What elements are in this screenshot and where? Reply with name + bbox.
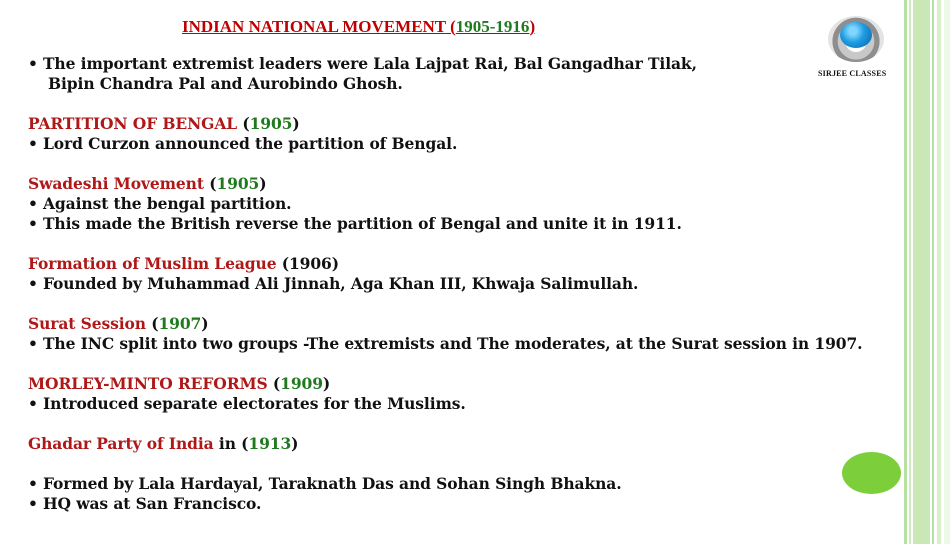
logo-text: SIRJEE CLASSES bbox=[818, 69, 887, 78]
section-heading-swadeshi: Swadeshi Movement (1905) bbox=[28, 174, 267, 193]
list-item: • Against the bengal partition. bbox=[28, 194, 292, 213]
section-heading-muslim-league bbox=[28, 254, 898, 274]
decor-stripe bbox=[909, 0, 911, 544]
title-main: INDIAN NATIONAL MOVEMENT bbox=[182, 17, 446, 36]
logo-globe-icon bbox=[840, 22, 872, 48]
bullet-icon: • bbox=[28, 194, 38, 213]
heading-text: Ghadar Party of India bbox=[28, 434, 214, 453]
heading-text: Formation of Muslim League bbox=[28, 254, 277, 273]
section-heading-surat: Surat Session (1907) bbox=[28, 314, 209, 333]
decor-stripe bbox=[904, 0, 907, 544]
heading-text: Surat Session bbox=[28, 314, 146, 333]
bullet-icon: • bbox=[28, 334, 38, 353]
heading-year: 1905 bbox=[216, 174, 260, 193]
heading-year: 1907 bbox=[158, 314, 202, 333]
heading-year: 1905 bbox=[249, 114, 293, 133]
heading-text: Swadeshi Movement bbox=[28, 174, 204, 193]
bullet-icon: • bbox=[28, 474, 38, 493]
decor-stripe bbox=[944, 0, 950, 544]
section-heading-morley-minto: MORLEY-MINTO REFORMS (1909) bbox=[28, 374, 331, 393]
bullet-icon: • bbox=[28, 214, 38, 233]
heading-text: MORLEY-MINTO REFORMS bbox=[28, 374, 268, 393]
accent-dot-icon bbox=[842, 452, 901, 494]
intro-bullet bbox=[28, 54, 898, 74]
decor-stripe bbox=[913, 0, 930, 544]
intro-line-1: The important extremist leaders were Lala Lajpat Rai, Bal Gangadhar Tilak, bbox=[43, 54, 697, 73]
list-item: • Formed by Lala Hardayal, Taraknath Das and Sohan Singh Bhakna. bbox=[28, 474, 622, 493]
slide-content bbox=[28, 54, 898, 514]
title-years: 1905-1916 bbox=[455, 17, 530, 36]
title-open: ( bbox=[450, 17, 456, 36]
list-item: • Lord Curzon announced the partition of Bengal. bbox=[28, 134, 458, 153]
list-item: • This made the British reverse the partition of Bengal and unite it in 1911. bbox=[28, 214, 682, 233]
list-item: • The INC split into two groups -The extremists and The moderates, at the Surat session in 1907. bbox=[28, 334, 863, 353]
heading-text: PARTITION OF BENGAL bbox=[28, 114, 238, 133]
heading-year: (1906) bbox=[276, 254, 339, 273]
heading-year: 1909 bbox=[280, 374, 323, 393]
intro-line-2: Bipin Chandra Pal and Aurobindo Ghosh. bbox=[48, 74, 403, 93]
bullet-icon: • bbox=[28, 274, 38, 293]
section-heading-partition: PARTITION OF BENGAL (1905) bbox=[28, 114, 300, 133]
decor-stripe bbox=[937, 0, 941, 544]
title-close: ) bbox=[529, 17, 536, 36]
heading-year: 1913 bbox=[248, 434, 292, 453]
bullet-icon: • bbox=[28, 54, 38, 73]
bullet-icon: • bbox=[28, 134, 38, 153]
bullet-icon: • bbox=[28, 494, 38, 513]
section-heading-ghadar: Ghadar Party of India in (1913) bbox=[28, 434, 299, 453]
bullet-icon: • bbox=[28, 394, 38, 413]
list-item: • Introduced separate electorates for the Muslims. bbox=[28, 394, 466, 413]
list-item: • HQ was at San Francisco. bbox=[28, 494, 262, 513]
list-item: • Founded by Muhammad Ali Jinnah, Aga Khan III, Khwaja Salimullah. bbox=[28, 274, 639, 293]
decor-stripe bbox=[932, 0, 934, 544]
slide-title bbox=[182, 17, 535, 37]
